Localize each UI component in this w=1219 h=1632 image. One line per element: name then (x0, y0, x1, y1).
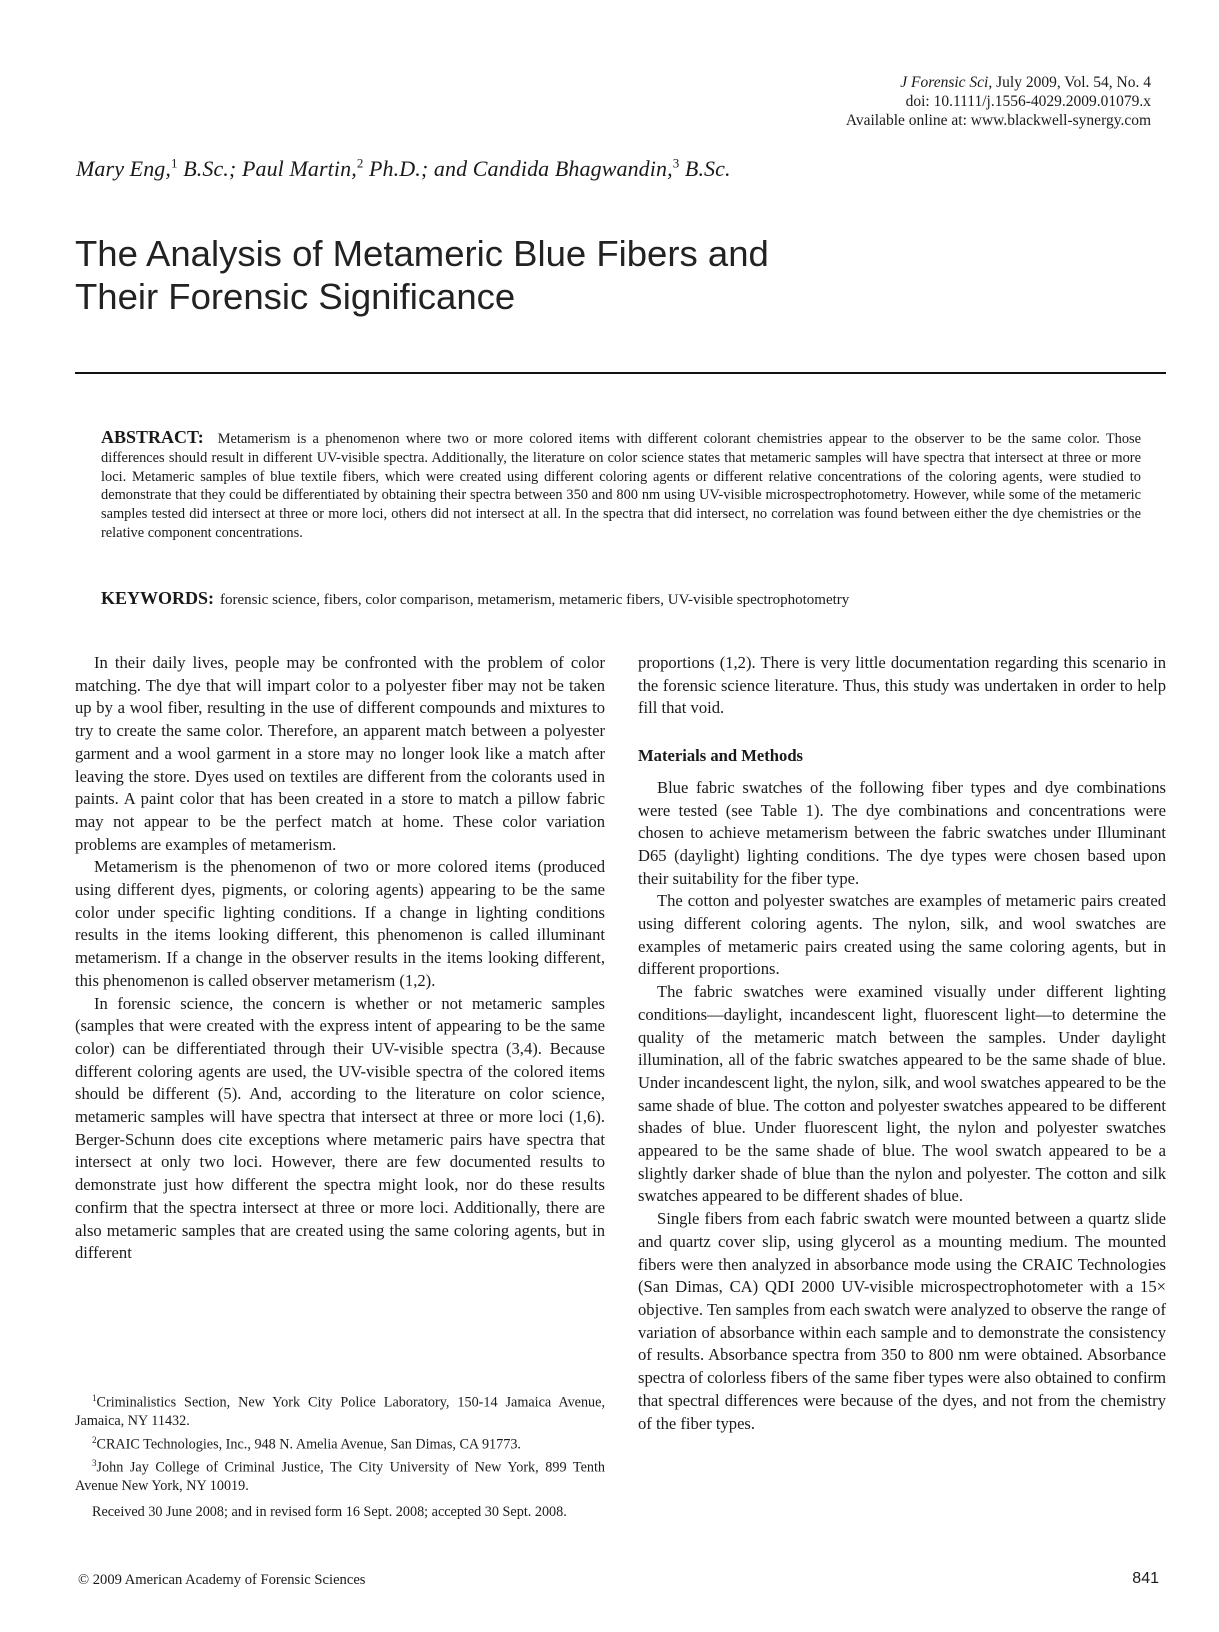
article-title (75, 232, 835, 318)
page-number: 841 (1132, 1570, 1159, 1587)
body-paragraph: The cotton and polyester swatches are examples of metameric pairs created using different coloring agents. The nylon, silk, and wool swatches are examples of metameric pairs created using the same coloring agents, but in different proportions. (638, 891, 1166, 979)
affiliation-marker: 3 (672, 155, 680, 171)
title-divider (75, 372, 1166, 374)
author-list (76, 156, 731, 182)
copyright-notice: © 2009 American Academy of Forensic Sciences (78, 1572, 366, 1588)
footnotes (75, 1389, 605, 1521)
keywords-text: forensic science, fibers, color comparison, metamerism, metameric fibers, UV-visible spectrophotometry (220, 592, 850, 608)
body-paragraph: In forensic science, the concern is whether or not metameric samples (samples that were created with the express intent of appearing to be the same color) can be differentiated through their UV-visible spectra (3,4). Because different coloring agents are used, the UV-visible spectra of the colored items should be different (5). And, according to the literature on color science, metameric samples will have spectra that intersect at three or more loci (1,6). Berger-Schunn does cite exceptions where metameric pairs have spectra that intersect at only two loci. However, there are few documented results to demonstrate just how different the spectra might look, nor do these results confirm that the spectra intersect at three or more loci. Additionally, there are also metameric samples that are created using the same coloring agents, but in different (75, 993, 605, 1263)
received-dates: Received 30 June 2008; and in revised form 16 Sept. 2008; accepted 30 Sept. 2008. (92, 1503, 567, 1520)
body-paragraph: proportions (1,2). There is very little documentation regarding this scenario in the forensic science literature. Thus, this study was undertaken in order to help fill that void. (638, 653, 1166, 718)
author-degree: B.Sc. (679, 156, 731, 181)
right-column (638, 652, 1166, 1435)
abstract (101, 428, 1141, 543)
body-paragraph: Single fibers from each fabric swatch were mounted between a quartz slide and quartz cover slip, using glycerol as a mounting medium. The mounted fibers were then analyzed in absorbance mode using the CRAIC Technologies (San Dimas, CA) QDI 2000 UV-visible microspectrophotometer with a 15× objective. Ten samples from each swatch were analyzed to observe the range of variation of absorbance within each sample and to demonstrate the consistency of results. Absorbance spectra from 350 to 800 nm were obtained. Absorbance spectra of colorless fibers of the same fiber types were also obtained to confirm that spectral differences were because of the dyes, and not from the chemistry of the fiber types. (638, 1209, 1166, 1433)
author-degree: Ph.D.; and (363, 156, 468, 181)
journal-issue-line (651, 73, 1151, 92)
body-paragraph: In their daily lives, people may be confronted with the problem of color matching. The dye that will impart color to a polyester fiber may not be taken up by a wool fiber, resulting in the use of different compounds and mixtures to try to create the same color. Therefore, an apparent match between a polyester garment and a wool garment in a store may no longer look like a match after leaving the store. Dyes used on textiles are different from the colorants used in paints. A paint color that has been created in a store to match a pillow fabric may not appear to be the perfect match at home. These color variation problems are examples of metamerism. (75, 653, 605, 854)
footnote (75, 1454, 605, 1496)
footnote-marker: 1 (92, 1393, 97, 1403)
body-paragraph: The fabric swatches were examined visually under different lighting conditions—daylight, incandescent light, fluorescent light—to determine the quality of the metameric match between the samples. Under daylight illumination, all of the fabric swatches appeared to be the same shade of blue. Under incandescent light, the nylon, silk, and wool swatches appeared to be the same shade of blue. The cotton and polyester swatches appeared to be different shades of blue. Under fluorescent light, the nylon and polyester swatches appeared to be the same shade of blue. The wool swatch appeared to be a slightly darker shade of blue than the nylon and polyester. The cotton and silk swatches appeared to be different shades of blue. (638, 982, 1166, 1206)
section-heading: Materials and Methods (638, 746, 804, 766)
author-name: Candida Bhagwandin, (467, 156, 673, 181)
author-name: Mary Eng, (76, 156, 171, 181)
abstract-label: ABSTRACT: (101, 427, 204, 447)
affiliation-marker: 1 (171, 155, 178, 171)
journal-online: Available online at: www.blackwell-synergy.com (845, 112, 1151, 129)
journal-citation (651, 73, 1151, 130)
left-column (75, 652, 605, 1265)
title-line-2: Their Forensic Significance (75, 276, 516, 317)
journal-issue: July 2009, Vol. 54, No. 4 (992, 74, 1151, 91)
journal-name: J Forensic Sci, (900, 74, 993, 91)
keywords (101, 588, 1141, 609)
footnote (75, 1389, 605, 1431)
affiliation-marker: 2 (356, 155, 364, 171)
keywords-label: KEYWORDS: (101, 588, 215, 608)
footnote-text: John Jay College of Criminal Justice, The City University of New York, 899 Tenth Avenue New York, NY 10019. (75, 1459, 605, 1495)
footnote-text: CRAIC Technologies, Inc., 948 N. Amelia Avenue, San Dimas, CA 91773. (96, 1436, 521, 1453)
footnote-marker: 2 (92, 1434, 97, 1445)
title-line-1: The Analysis of Metameric Blue Fibers and (75, 233, 769, 274)
footnote-marker: 3 (92, 1457, 97, 1468)
abstract-text: Metamerism is a phenomenon where two or more colored items with different colorant chemistries appear to the observer to be the same color. Those differences should result in different UV-visible spectra. Additionally, the literature on color science states that metameric samples will have spectra that intersect at three or more loci. Metameric samples of blue textile fibers, which were created using different coloring agents or different relative concentrations of the coloring agents, were studied to demonstrate that they could be differentiated by obtaining their spectra between 350 and 800 nm using UV-visible microspectrophotometry. However, while some of the metameric samples tested did intersect at three or more loci, others did not intersect at all. In the spectra that did intersect, no correlation was found between either the dye chemistries or the relative component concentrations. (101, 431, 1141, 541)
body-paragraph: Blue fabric swatches of the following fiber types and dye combinations were tested (see Table 1). The dye combinations and concentrations were chosen to achieve metamerism between the fabric swatches under Illuminant D65 (daylight) lighting conditions. The dye types were chosen based upon their suitability for the fiber type. (638, 777, 1166, 888)
footnote (75, 1431, 605, 1454)
author-name: Paul Martin, (236, 156, 357, 181)
body-paragraph: Metamerism is the phenomenon of two or more colored items (produced using different dyes, pigments, or coloring agents) appearing to be the same color under specific lighting conditions. If a change in lighting conditions results in the items looking different, this phenomenon is called illuminant metamerism. If a change in the observer results in the items looking different, this phenomenon is called observer metamerism (1,2). (75, 857, 605, 990)
journal-doi: doi: 10.1111/j.1556-4029.2009.01079.x (905, 93, 1151, 110)
author-degree: B.Sc.; (177, 156, 237, 181)
footnote-text: Criminalistics Section, New York City Police Laboratory, 150-14 Jamaica Avenue, Jamaica, NY 11432. (75, 1394, 605, 1430)
